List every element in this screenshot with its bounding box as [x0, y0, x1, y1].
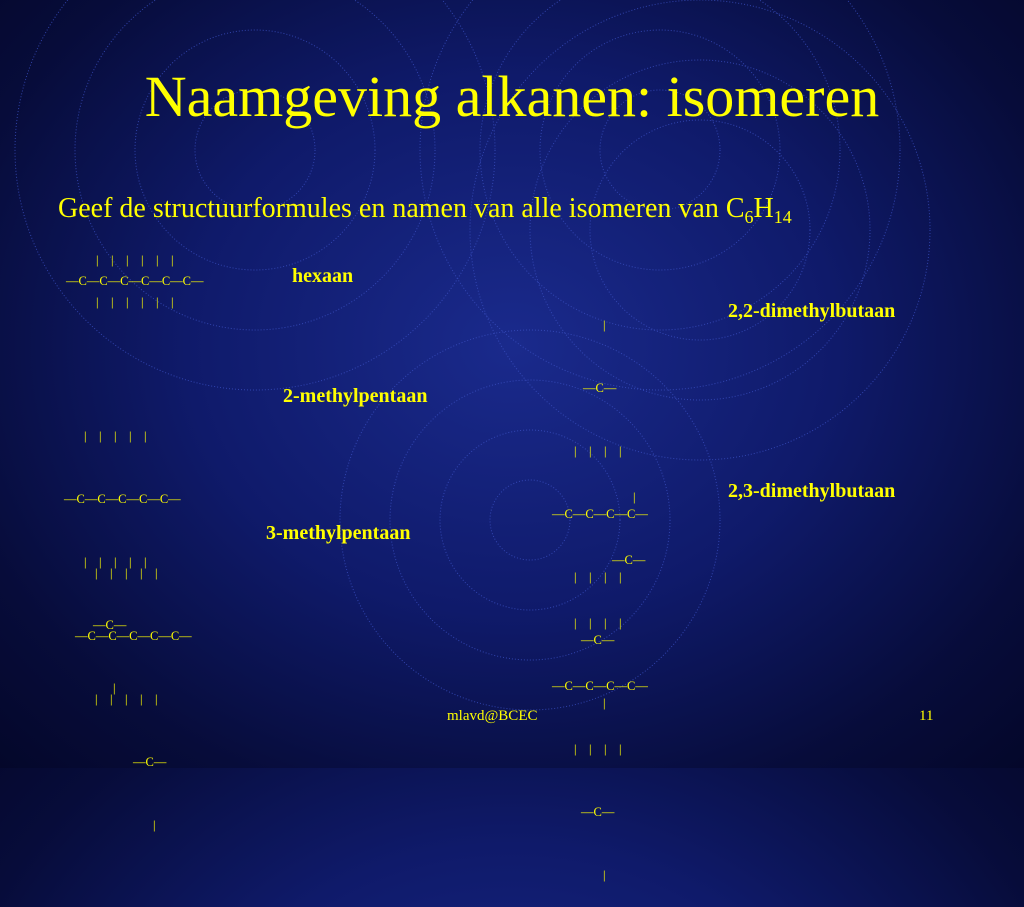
slide-subtitle — [58, 193, 792, 225]
name-3-methylpentaan: 3-methylpentaan — [266, 522, 411, 544]
name-2-methylpentaan: 2-methylpentaan — [283, 385, 428, 407]
structure-hexaan: | | | | | | —C—C—C—C—C—C— | | | | | | — [66, 253, 204, 309]
page-number: 11 — [919, 708, 934, 724]
subtitle-subscript-carbon: 6 — [744, 207, 754, 227]
slide-title: Naamgeving alkanen: isomeren — [144, 64, 880, 129]
name-hexaan: hexaan — [292, 265, 354, 287]
name-2-2-dimethylbutaan: 2,2-dimethylbutaan — [728, 300, 896, 322]
structure-2-methylpentaan: | | | | | —C—C—C—C—C— | | | | | —C— | — [64, 429, 181, 695]
structure-2-3-dimethylbutaan: | —C— | | | | —C—C—C—C— | | | | —C— | — [552, 490, 648, 882]
subtitle-subscript-hydrogen: 14 — [773, 207, 792, 227]
footer-author: mlavd@BCEC — [447, 708, 538, 724]
structure-3-methylpentaan: | | | | | —C—C—C—C—C— | | | | | —C— | — [75, 566, 192, 832]
name-2-3-dimethylbutaan: 2,3-dimethylbutaan — [728, 480, 896, 502]
structure-2-2-dimethylbutaan: | —C— | | | | —C—C—C—C— | | | | —C— | — [552, 318, 648, 710]
subtitle-hydrogen: H — [753, 193, 774, 224]
subtitle-text: Geef de structuurformules en namen van alle isomeren van C — [58, 193, 745, 224]
